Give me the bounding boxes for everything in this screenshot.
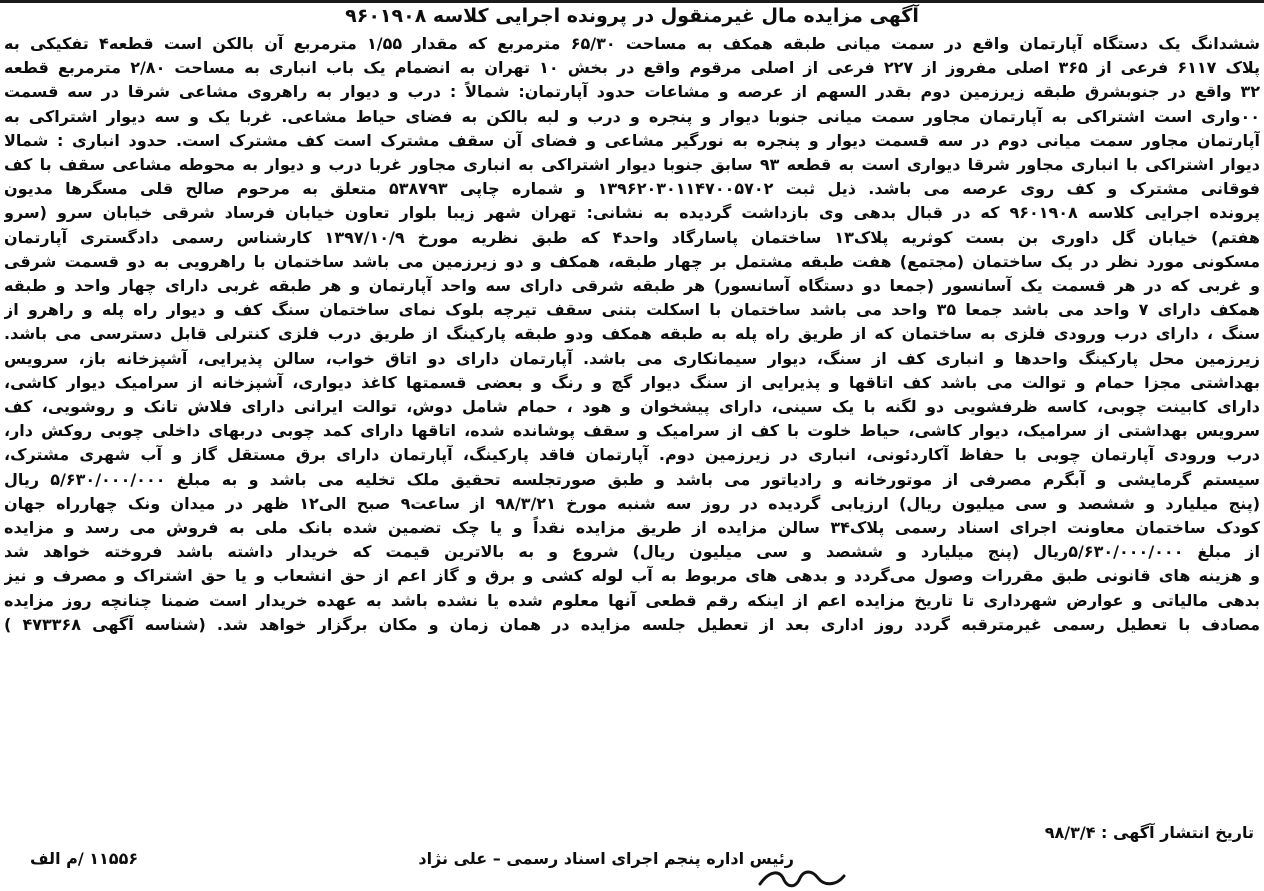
notice-body-line: همکف دارای ۷ واحد می باشد جمعا ۳۵ واحد می باشد ساختمان با اسکلت بتنی سقف تیرچه بلوک نمای ساختمان سنگ کف و دیوار راه پله و راهرو از bbox=[4, 300, 1260, 320]
signatory-title: رئیس اداره پنجم اجرای اسناد رسمی – علی نژاد bbox=[418, 849, 794, 868]
notice-body-line: درب ورودی آپارتمان چوبی با حفاظ آکاردئونی، انباری در زیرزمین دوم. آپارتمان فاقد پارکینگ، آپارتمان دارای برق مستقل گاز و آب شهری مشترک، bbox=[4, 445, 1260, 465]
notice-body-line: فوقانی مشترک و کف روی عرصه می باشد. ذیل ثبت ۱۳۹۶۲۰۳۰۱۱۴۷۰۰۵۷۰۲ و شماره چاپی ۵۳۸۷۹۳ متعلق به مرحوم صالح قلی مسگرها مدیون bbox=[4, 179, 1260, 199]
notice-body-line: هفتم) خیابان گل داوری بن بست کوثریه پلاک۱۳ ساختمان پاسارگاد واحد۴ که طبق نظریه مورخ ۱۳۹۷/۱۰/۹ کارشناس رسمی دادگستری آپارتمان bbox=[4, 227, 1260, 247]
notice-body-line: بدهی مالیاتی و عوارض شهرداری تا تاریخ مزایده اعم از اینکه رقم قطعی آنها معلوم شده یا نشده باشد به عهده خریدار است ضمنا چنانچه روز مزایده bbox=[4, 590, 1260, 610]
notice-body-line: بهداشتی مجزا حمام و توالت می باشد کف اتاقها و پذیرایی از سنگ دیوار گچ و رنگ و بعضی قسمتها کاغذ دیواری، آشپزخانه از سرامیک دیوار کاشی، bbox=[4, 372, 1260, 392]
notice-body-line: پلاک ۶۱۱۷ فرعی از ۳۶۵ اصلی مفروز از ۲۲۷ فرعی از اصلی مرقوم واقع در بخش ۱۰ تهران به انضمام یک باب انباری به مساحت ۲/۸۰ مترمربع قطعه bbox=[4, 58, 1260, 78]
notice-body-line: و غربی که در هر قسمت یک آسانسور (جمعا دو دستگاه آسانسور) هر طبقه شرقی دارای سه واحد آپارتمان و هر طبقه غربی دارای چهار واحد و طبقه bbox=[4, 276, 1260, 296]
notice-body-line: ۰۰واری است اشتراکی به آپارتمان مجاور سمت میانی جنوبا دیوار و پنجره و درب و لبه بالکن به فضای حیاط مشاعی. غربا یک و سه دیوار اشتراکی به bbox=[4, 106, 1260, 126]
notice-body-line: ششدانگ یک دستگاه آپارتمان واقع در سمت میانی طبقه همکف به مساحت ۶۵/۳۰ مترمربع که مقدار ۱/۵۵ مترمربع آن بالکن است قطعه۴ تفکیکی به bbox=[4, 34, 1260, 53]
notice-body-line: از مبلغ ۵/۶۳۰/۰۰۰/۰۰۰ریال (پنج میلیارد و ششصد و سی میلیون ریال) شروع و به بالاترین قیمت که خریدار داشته باشد فروخته خواهد شد bbox=[4, 542, 1260, 562]
notice-body-line: پرونده اجرایی کلاسه ۹۶۰۱۹۰۸ که در قبال بدهی وی بازداشت گردیده به نشانی: تهران شهر زیبا بلوار تعاون خیابان فرساد شرقی خیابان سرو (سرو bbox=[4, 203, 1260, 223]
notice-body bbox=[4, 32, 1260, 637]
notice-body-line: مصادف با تعطیل رسمی غیرمترقبه گردد روز اداری بعد از تعطیل جلسه مزایده در همان زمان و مکان برگزار خواهد شد. (شناسه آگهی ۴۷۳۳۶۸ ) bbox=[4, 614, 1260, 634]
notice-body-line: ۳۲ واقع در جنوبشرق طبقه زیرزمین دوم بقدر السهم از عرصه و مشاعات حدود آپارتمان: شمالاً : درب و دیوار به راهروی مشاعی شرقا در سه قسمت bbox=[4, 82, 1260, 102]
notice-body-line: سیستم گرمایشی و آبگرم مصرفی از موتورخانه و رادیاتور می باشد و طبق صورتجلسه تحقیق ملک تخلیه می باشد و به مبلغ ۵/۶۳۰/۰۰۰/۰۰۰ ریال bbox=[4, 469, 1260, 489]
notice-body-line: و هزینه های قانونی طبق مقررات وصول می‌گردد و بدهی های مربوط به آب لوله کشی و برق و گاز اعم از حق انشعاب و یا حق اشتراک و مصرف و نیز bbox=[4, 566, 1260, 586]
notice-body-line: (پنج میلیارد و ششصد و سی میلیون ریال) ارزیابی گردیده در روز سه شنبه مورخ ۹۸/۳/۲۱ از ساعت۹ صبح الی۱۲ ظهر در میدان ونک چهارراه جهان bbox=[4, 493, 1260, 513]
handwritten-signature bbox=[740, 866, 880, 891]
reference-number: ۱۱۵۵۶ /م الف bbox=[30, 849, 139, 868]
notice-body-line: زیرزمین محل پارکینگ واحدها و انباری کف از سنگ، دیوار سیمانکاری می باشد. آپارتمان دارای دو اتاق خواب، سالن پذیرایی، آشپزخانه باز، سرویس bbox=[4, 348, 1260, 368]
notice-body-line: کودک ساختمان معاونت اجرای اسناد رسمی پلاک۳۴ سالن مزایده از طریق مزایده نقداً و یا چک تضمین شده بانک ملی به فروش می رسد و مزایده bbox=[4, 518, 1260, 538]
notice-body-line: سنگ ، دارای درب ورودی فلزی به ساختمان که از طریق راه پله به طبقه همکف ودو طبقه پارکینگ از طریق درب فلزی کنترلی قابل دسترسی می باشد. bbox=[4, 324, 1260, 344]
notice-title: آگهی مزایده مال غیرمنقول در پرونده اجرایی کلاسه ۹۶۰۱۹۰۸ bbox=[345, 5, 919, 27]
notice-body-line: سرویس بهداشتی از سرامیک، دیوار کاشی، حیاط خلوت با کف از سرامیک و سقف پوشانده شده، اتاقها دارای کمد چوبی دربهای داخلی چوبی روکش دار، bbox=[4, 421, 1260, 441]
notice-body-line: دیوار اشتراکی با انباری مجاور شرقا دیواری است به قطعه ۹۳ سابق جنوبا دیوار اشتراکی به انباری مجاور غربا درب و دیوار به محوطه مشاعی سقف با کف bbox=[4, 155, 1260, 175]
top-border-rule bbox=[0, 0, 1264, 3]
notice-body-line: آپارتمان مجاور سمت میانی دوم در سه قسمت دیوار و پنجره به نورگیر مشاعی و فضای آن سقف مشترک است کف مشترک است. حدود انباری : شمالا bbox=[4, 130, 1260, 150]
publication-date: تاریخ انتشار آگهی : ۹۸/۳/۴ bbox=[1044, 823, 1254, 842]
notice-body-line: دارای کابینت چوبی، کاسه ظرفشویی دو لگنه با یک سینی، دارای پیشخوان و هود ، حمام شامل دوش، توالت ایرانی دارای فلاش تانک و روشویی، کف bbox=[4, 397, 1260, 417]
notice-body-line: مسکونی مورد نظر در یک ساختمان (مجتمع) هفت طبقه مشتمل بر چهار طبقه، همکف و دو زیرزمین می باشد ساختمان با راهرویی به دو قسمت شرقی bbox=[4, 251, 1260, 271]
